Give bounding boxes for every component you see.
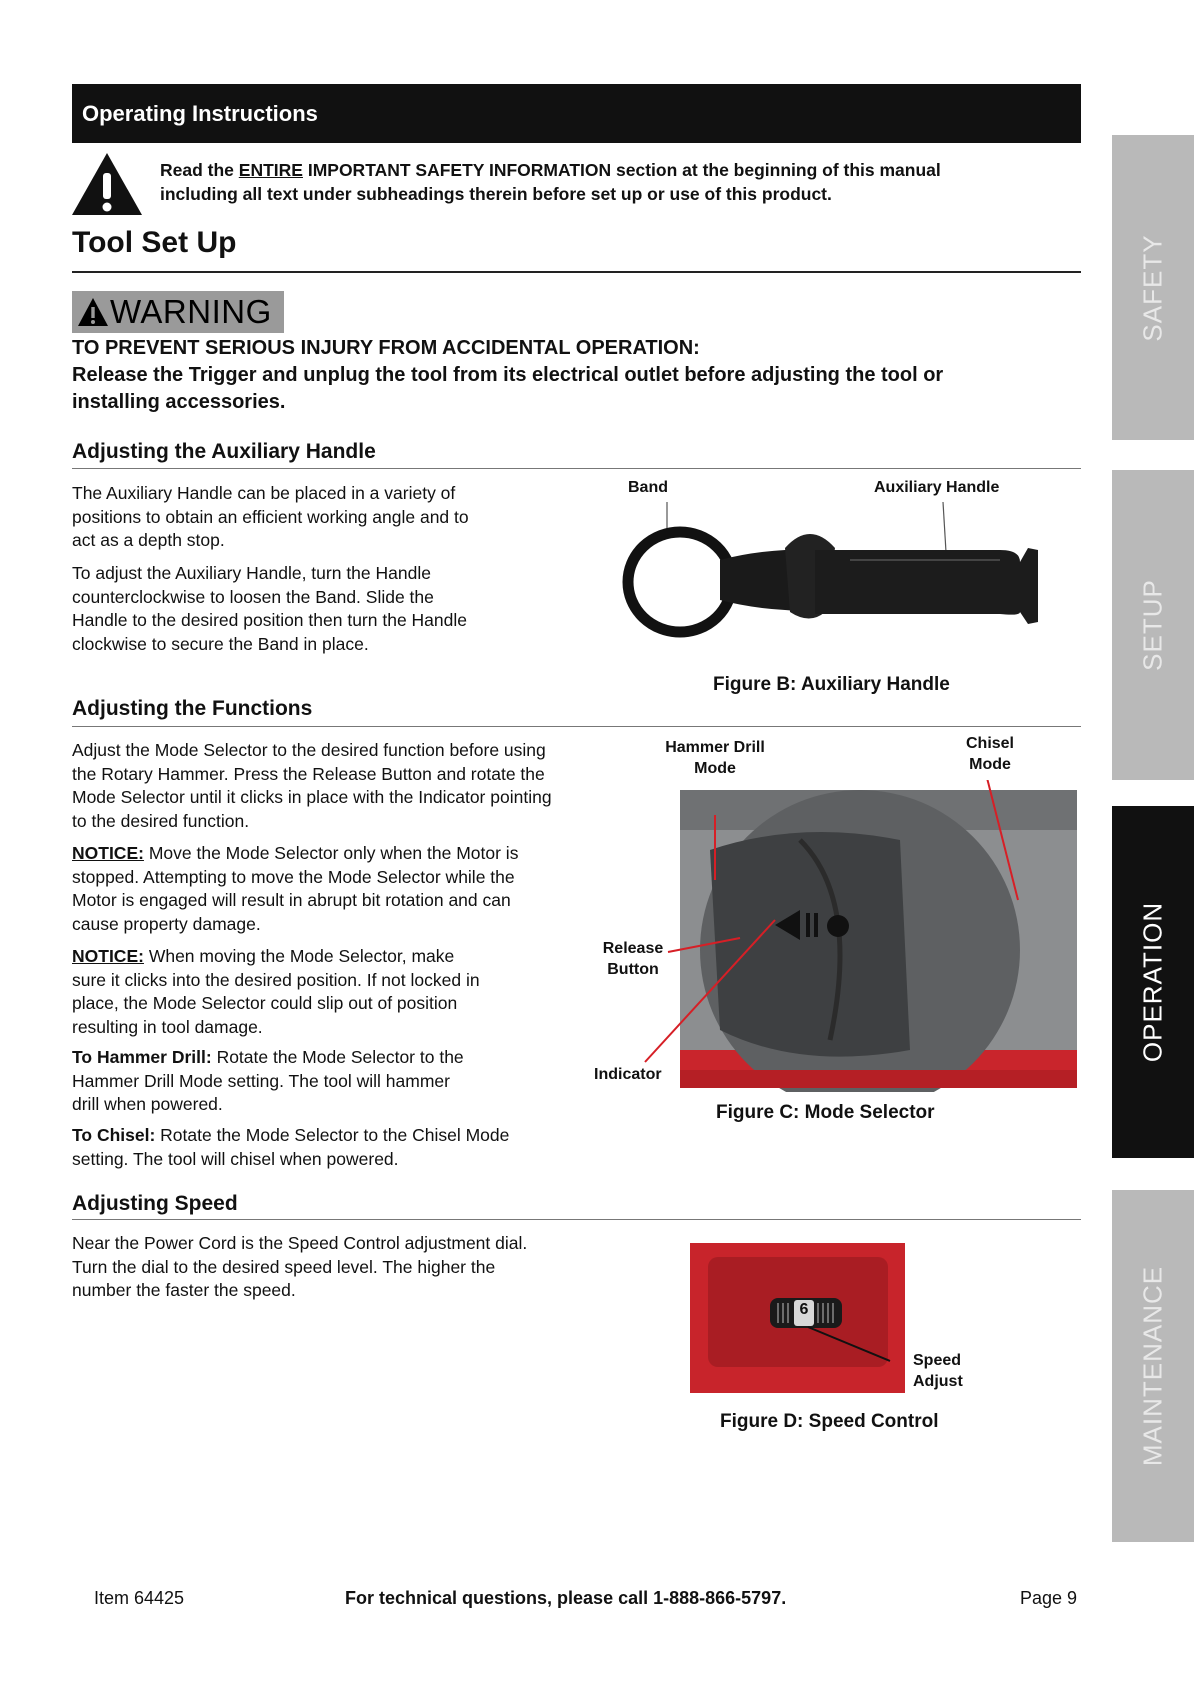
functions-chisel: To Chisel: Rotate the Mode Selector to the Chisel Mode setting. The tool will chisel when powered. — [72, 1125, 510, 1169]
aux-handle-para-1: The Auxiliary Handle can be placed in a variety of positions to obtain an efficient working angle and to act as a depth stop. — [72, 483, 469, 550]
divider — [72, 1219, 1081, 1220]
figure-b-caption: Figure B: Auxiliary Handle — [713, 674, 950, 695]
divider — [72, 271, 1081, 273]
warning-small-icon — [76, 296, 110, 328]
figure-c-caption: Figure C: Mode Selector — [716, 1102, 935, 1123]
speed-para: Near the Power Cord is the Speed Control adjustment dial. Turn the dial to the desired speed level. The higher the number the faster the speed. — [72, 1233, 528, 1300]
side-tab-operation[interactable]: OPERATION — [1112, 806, 1194, 1158]
section-heading-functions: Adjusting the Functions — [72, 697, 313, 720]
section-heading-speed: Adjusting Speed — [72, 1192, 238, 1215]
figure-c-label-chisel: Chisel Mode — [965, 735, 1014, 773]
figure-d-caption: Figure D: Speed Control — [720, 1411, 939, 1432]
divider — [72, 468, 1081, 469]
warning-text: Release the Trigger and unplug the tool from its electrical outlet before adjusting the tool or installing accessories. — [72, 364, 944, 413]
functions-notice-2: NOTICE: When moving the Mode Selector, make sure it clicks into the desired position. If not locked in place, the Mode Selector could slip out of position resulting in tool damage. — [72, 946, 480, 1037]
side-tab-maintenance[interactable]: MAINTENANCE — [1112, 1190, 1194, 1542]
figure-b-label-handle: Auxiliary Handle — [874, 479, 1000, 496]
functions-para-1: Adjust the Mode Selector to the desired function before using the Rotary Hammer. Press the Release Button and rotate the Mode Selector until it clicks in place with the Indicator pointing to the desired function. — [72, 740, 552, 831]
divider — [72, 726, 1081, 727]
figure-c-label-release-button: Release Button — [602, 940, 664, 978]
side-tab-safety[interactable]: SAFETY — [1112, 135, 1194, 440]
mode-selector-photo — [600, 780, 1080, 1092]
side-tab-setup[interactable]: SETUP — [1112, 470, 1194, 780]
figure-d-label-speed-adjust: Speed Adjust — [913, 1350, 983, 1392]
auxiliary-handle-illustration — [620, 500, 1040, 650]
speed-dial-value: 6 — [799, 1301, 809, 1318]
figure-c-label-indicator: Indicator — [594, 1066, 662, 1083]
section-heading-aux-handle: Adjusting the Auxiliary Handle — [72, 440, 376, 463]
section-header: Operating Instructions — [72, 84, 1081, 143]
page-title: Tool Set Up — [72, 226, 237, 259]
warning-heading: TO PREVENT SERIOUS INJURY FROM ACCIDENTAL OPERATION: — [72, 337, 700, 359]
functions-hammer-drill: To Hammer Drill: Rotate the Mode Selector to the Hammer Drill Mode setting. The tool will hammer drill when powered. — [72, 1047, 464, 1114]
footer-tech-support: For technical questions, please call 1-888-866-5797. — [345, 1588, 787, 1608]
figure-b-label-band: Band — [628, 479, 668, 496]
figure-c-label-hammer-drill: Hammer Drill Mode — [665, 739, 765, 777]
aux-handle-para-2: To adjust the Auxiliary Handle, turn the Handle counterclockwise to loosen the Band. Slide the Handle to the desired position then turn the Handle clockwise to secure the Band in place. — [72, 563, 467, 654]
warning-triangle-icon — [70, 151, 144, 217]
footer-item-number: Item 64425 — [94, 1588, 185, 1608]
warning-badge: WARNING — [72, 291, 284, 333]
footer-page-number: Page 9 — [1020, 1588, 1078, 1608]
functions-notice-1: NOTICE: Move the Mode Selector only when the Motor is stopped. Attempting to move the Mode Selector while the Motor is engaged will result in abrupt bit rotation and can cause property damage. — [72, 843, 519, 934]
safety-notice: Read the ENTIRE IMPORTANT SAFETY INFORMATION section at the beginning of this manual including all text under subheadings therein before set up or use of this product. — [160, 160, 941, 204]
